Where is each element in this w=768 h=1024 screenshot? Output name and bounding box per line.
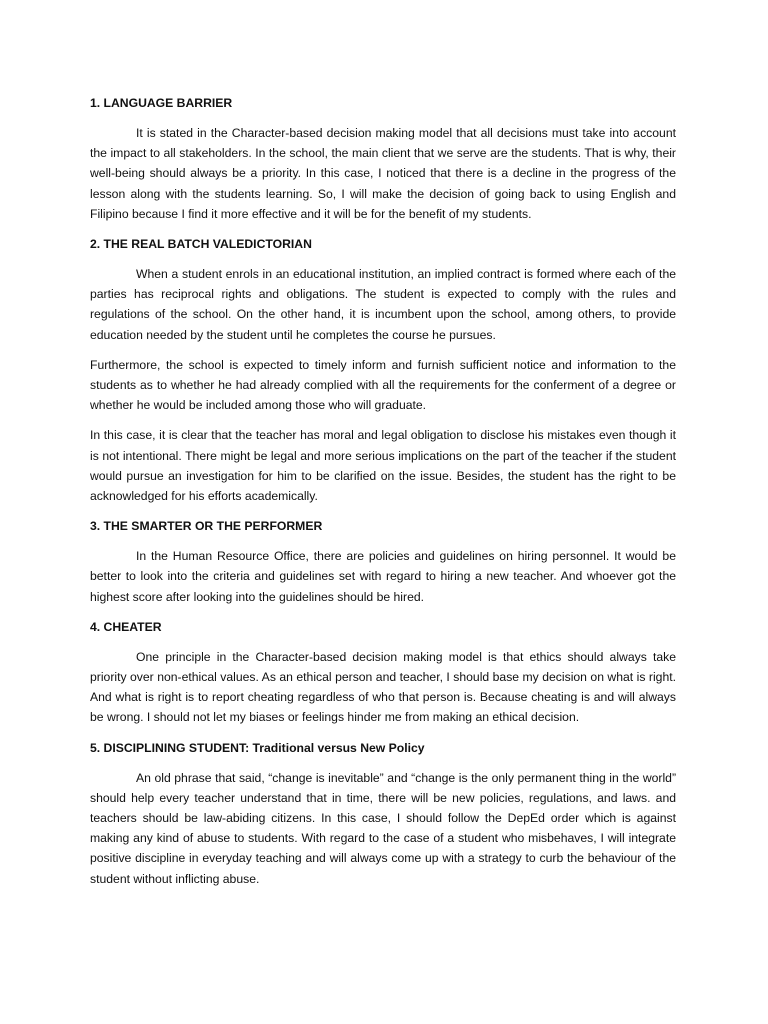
- section-heading: 2. THE REAL BATCH VALEDICTORIAN: [90, 237, 312, 252]
- paragraph: In the Human Resource Office, there are policies and guidelines on hiring personnel. It would be better to look into the criteria and guidelines set with regard to hiring a new teacher. And whoever got the highest score after looking into the guidelines should be hired.: [90, 549, 676, 604]
- section-smarter-or-performer: [90, 516, 676, 607]
- section-heading: 5. DISCIPLINING STUDENT: Traditional versus New Policy: [90, 740, 425, 755]
- paragraph: It is stated in the Character-based decision making model that all decisions must take into account the impact to all stakeholders. In the school, the main client that we serve are the students. That is why, their well-being should always be a priority. In this case, I noticed that there is a decline in the progress of the lesson along with the students learning. So, I will make the decision of going back to using English and Filipino because I find it more effective and it will be for the benefit of my students.: [90, 126, 676, 221]
- section-cheater: [90, 617, 676, 728]
- section-heading: 3. THE SMARTER OR THE PERFORMER: [90, 519, 323, 534]
- section-language-barrier: [90, 93, 676, 224]
- section-heading: 1. LANGUAGE BARRIER: [90, 96, 233, 110]
- section-real-batch-valedictorian: [90, 234, 676, 506]
- document-page: [90, 93, 676, 899]
- paragraph: Furthermore, the school is expected to timely inform and furnish sufficient notice and information to the students as to whether he had already complied with all the requirements for the conferment of a degree or whether he would be included among those who will graduate.: [90, 357, 676, 413]
- paragraph: One principle in the Character-based decision making model is that ethics should always take priority over non-ethical values. As an ethical person and teacher, I should base my decision on what is right. And what is right is to report cheating regardless of who that person is. Because cheating is and will always be wrong. I should not let my biases or feelings hinder me from making an ethical decision.: [90, 649, 676, 725]
- paragraph: When a student enrols in an educational institution, an implied contract is formed where each of the parties has reciprocal rights and obligations. The student is expected to comply with the rules and regulations of the school. On the other hand, it is incumbent upon the school, among others, to provide education needed by the student until he completes the course he pursues.: [90, 267, 676, 342]
- section-heading: 4. CHEATER: [90, 619, 162, 634]
- paragraph: In this case, it is clear that the teacher has moral and legal obligation to disclose his mistakes even though it is not intentional. There might be legal and more serious implications on the part of the teacher if the student would pursue an investigation for him to be clarified on the issue. Besides, the student has the right to be acknowledged for his efforts academically.: [90, 428, 676, 504]
- section-disciplining-student: [90, 738, 676, 889]
- paragraph: An old phrase that said, “change is inevitable” and “change is the only permanent thing in the world” should help every teacher understand that in time, there will be new policies, regulations, and laws. and teachers should be law-abiding citizens. In this case, I should follow the DepEd order which is against making any kind of abuse to students. With regard to the case of a student who misbehaves, I will integrate positive discipline in everyday teaching and will always come up with a strategy to curb the behaviour of the student without inflicting abuse.: [90, 770, 676, 886]
